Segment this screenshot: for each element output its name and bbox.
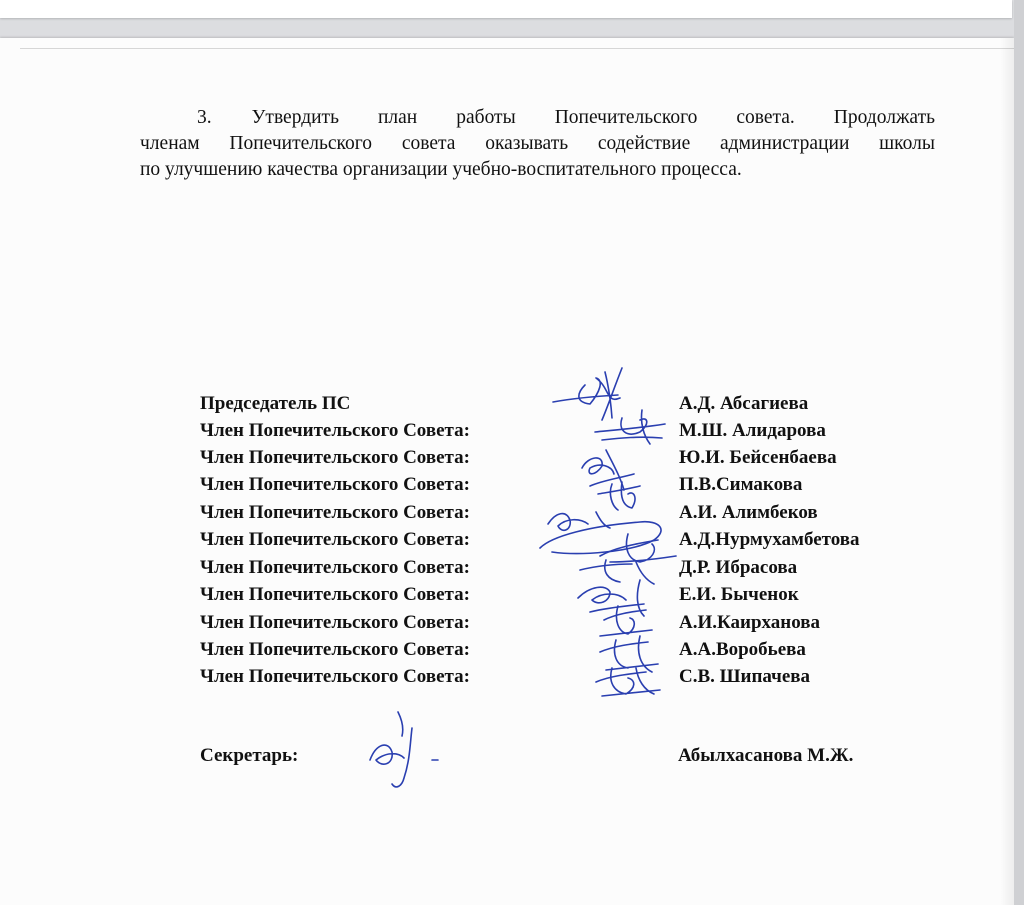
signature-row [200, 609, 960, 636]
signature-name: М.Ш. Алидарова [679, 420, 826, 441]
signature-role: Член Попечительского Совета: [200, 529, 470, 550]
signature-row [200, 636, 960, 663]
paragraph-number: 3. [197, 107, 212, 128]
signature-row [200, 471, 960, 498]
signature-name: П.В.Симакова [679, 474, 803, 495]
signature-role: Член Попечительского Совета: [200, 639, 470, 660]
paragraph-line-3: по улучшению качества организации учебно-воспитательного процесса. [140, 159, 742, 180]
paragraph-line-2: членам Попечительского совета оказывать содействие администрации школы [140, 133, 935, 154]
signature-row [200, 581, 960, 608]
signature-name: А.Д. Абсагиева [679, 393, 809, 414]
signature-role: Член Попечительского Совета: [200, 474, 470, 495]
signature-role: Член Попечительского Совета: [200, 584, 470, 605]
signature-role: Председатель ПС [200, 393, 351, 414]
secretary-row [200, 741, 960, 771]
signature-row [200, 526, 960, 553]
signature-row [200, 554, 960, 581]
signature-row [200, 390, 960, 417]
signature-role: Член Попечительского Совета: [200, 420, 470, 441]
signature-name: А.Д.Нурмухамбетова [679, 529, 860, 550]
signature-row [200, 444, 960, 471]
signature-row [200, 663, 960, 690]
signature-name: Е.И. Быченок [679, 584, 799, 605]
secretary-role: Секретарь: [200, 745, 299, 766]
signature-row [200, 499, 960, 526]
signature-row [200, 417, 960, 444]
signature-name: А.И. Алимбеков [679, 502, 818, 523]
signature-name: А.А.Воробьева [679, 639, 806, 660]
signature-role: Член Попечительского Совета: [200, 447, 470, 468]
signature-name: Ю.И. Бейсенбаева [679, 447, 837, 468]
signature-name: Д.Р. Ибрасова [679, 557, 798, 578]
signature-role: Член Попечительского Совета: [200, 666, 470, 687]
resolution-paragraph [140, 105, 935, 183]
signature-role: Член Попечительского Совета: [200, 502, 470, 523]
signature-name: С.В. Шипачева [679, 666, 811, 687]
paragraph-line-1 [140, 105, 935, 131]
previous-page-fragment [0, 0, 1012, 18]
signature-role: Член Попечительского Совета: [200, 612, 470, 633]
page-edge [1014, 0, 1024, 905]
signature-name: А.И.Каирханова [679, 612, 821, 633]
signature-role: Член Попечительского Совета: [200, 557, 470, 578]
secretary-name: Абылхасанова М.Ж. [678, 745, 854, 766]
paragraph-line-1-text: Утвердить план работы Попечительского совета. Продолжать [251, 107, 935, 128]
